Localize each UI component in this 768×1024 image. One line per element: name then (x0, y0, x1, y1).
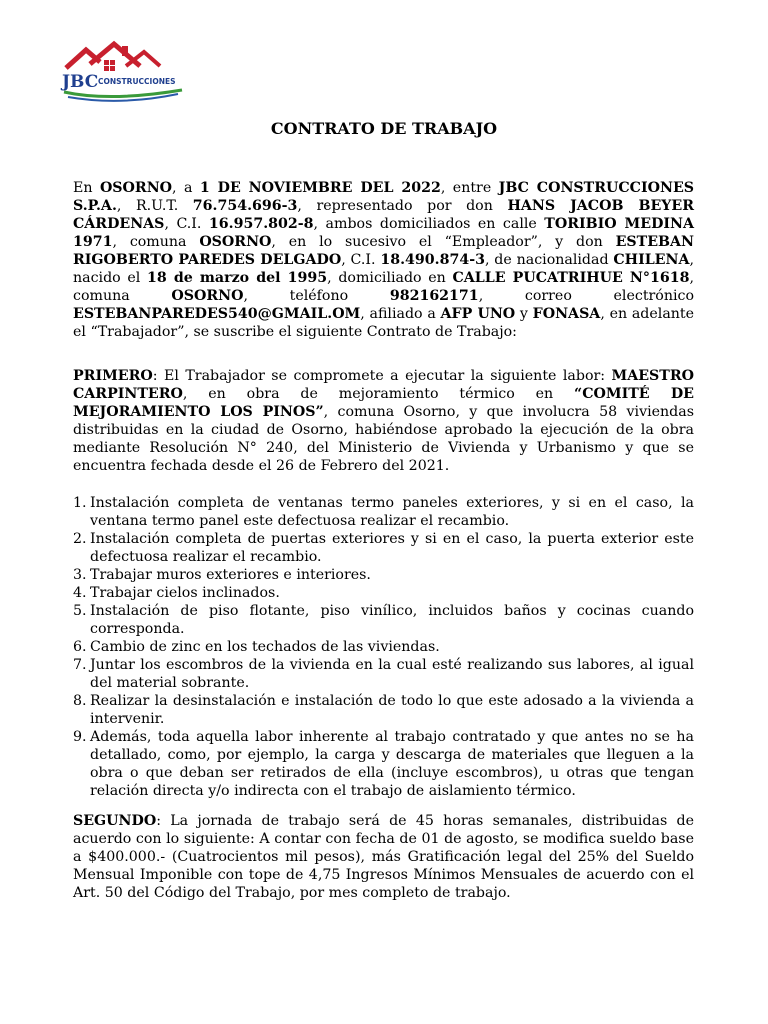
house-roof-icon (60, 40, 186, 104)
list-item: 8. Realizar la desinstalación e instalación de todo lo que este adosado a la vivienda a intervenir. (73, 693, 694, 727)
list-item: 3. Trabajar muros exteriores e interiores. (73, 567, 371, 583)
list-item: 9. Además, toda aquella labor inherente al trabajo contratado y que antes no se ha detallado, como, por ejemplo, la carga y descarga de materiales que lleguen a la obra o que deban ser retirados de ella (incluye escombros), u otras que tengan relación directa y/o indirecta con el trabajo de aislamiento térmico. (73, 729, 694, 799)
list-item: 7. Juntar los escombros de la vivienda en la cual esté realizando sus labores, al igual del material sobrante. (73, 657, 694, 691)
logo-brand-sub: CONSTRUCCIONES (98, 77, 176, 86)
list-item: 1. Instalación completa de ventanas termo paneles exteriores, y si en el caso, la ventana termo panel este defectuosa realizar el recambio. (73, 495, 694, 529)
labor-list (73, 494, 694, 800)
list-item: 6. Cambio de zinc en los techados de las viviendas. (73, 639, 440, 655)
list-item: 4. Trabajar cielos inclinados. (73, 585, 280, 601)
document-title: CONTRATO DE TRABAJO (270, 119, 498, 138)
list-item: 2. Instalación completa de puertas exteriores y si en el caso, la puerta exterior este defectuosa realizar el recambio. (73, 531, 694, 565)
company-logo (60, 40, 186, 104)
parties-paragraph: En OSORNO, a 1 DE NOVIEMBRE DEL 2022, entre JBC CONSTRUCCIONES S.P.A., R.U.T. 76.754.696-3, representado por don HANS JACOB BEYER CÁRDENAS, C.I. 16.957.802-8, ambos domiciliados en calle TORIBIO MEDINA 1971, comuna OSORNO, en lo sucesivo el “Empleador”, y don ESTEBAN RIGOBERTO PAREDES DELGADO, C.I. 18.490.874-3, de nacionalidad CHILENA, nacido el 18 de marzo del 1995, domiciliado en CALLE PUCATRIHUE N°1618, comuna OSORNO, teléfono 982162171, correo electrónico ESTEBANPAREDES540@GMAIL.OM, afiliado a AFP UNO y FONASA, en adelante el “Trabajador”, se suscribe el siguiente Contrato de Trabajo: (73, 180, 695, 340)
clause-segundo: SEGUNDO: La jornada de trabajo será de 45 horas semanales, distribuidas de acuerdo con lo siguiente: A contar con fecha de 01 de agosto, se modifica sueldo base a $400.000.- (Cuatrocientos mil pesos), más Gratificación legal del 25% del Sueldo Mensual Imponible con tope de 4,75 Ingresos Mínimos Mensuales de acuerdo con el Art. 50 del Código del Trabajo, por mes completo de trabajo. (73, 813, 694, 901)
logo-brand: JBC (62, 72, 99, 92)
clause-primero: PRIMERO: El Trabajador se compromete a ejecutar la siguiente labor: MAESTRO CARPINTERO, en obra de mejoramiento térmico en “COMITÉ DE MEJORAMIENTO LOS PINOS”, comuna Osorno, y que involucra 58 viviendas distribuidas en la ciudad de Osorno, habiéndose aprobado la ejecución de la obra mediante Resolución N° 240, del Ministerio de Vivienda y Urbanismo y que se encuentra fechada desde el 26 de Febrero del 2021. (73, 368, 694, 474)
list-item: 5. Instalación de piso flotante, piso vinílico, incluidos baños y cocinas cuando corresponda. (73, 603, 694, 637)
